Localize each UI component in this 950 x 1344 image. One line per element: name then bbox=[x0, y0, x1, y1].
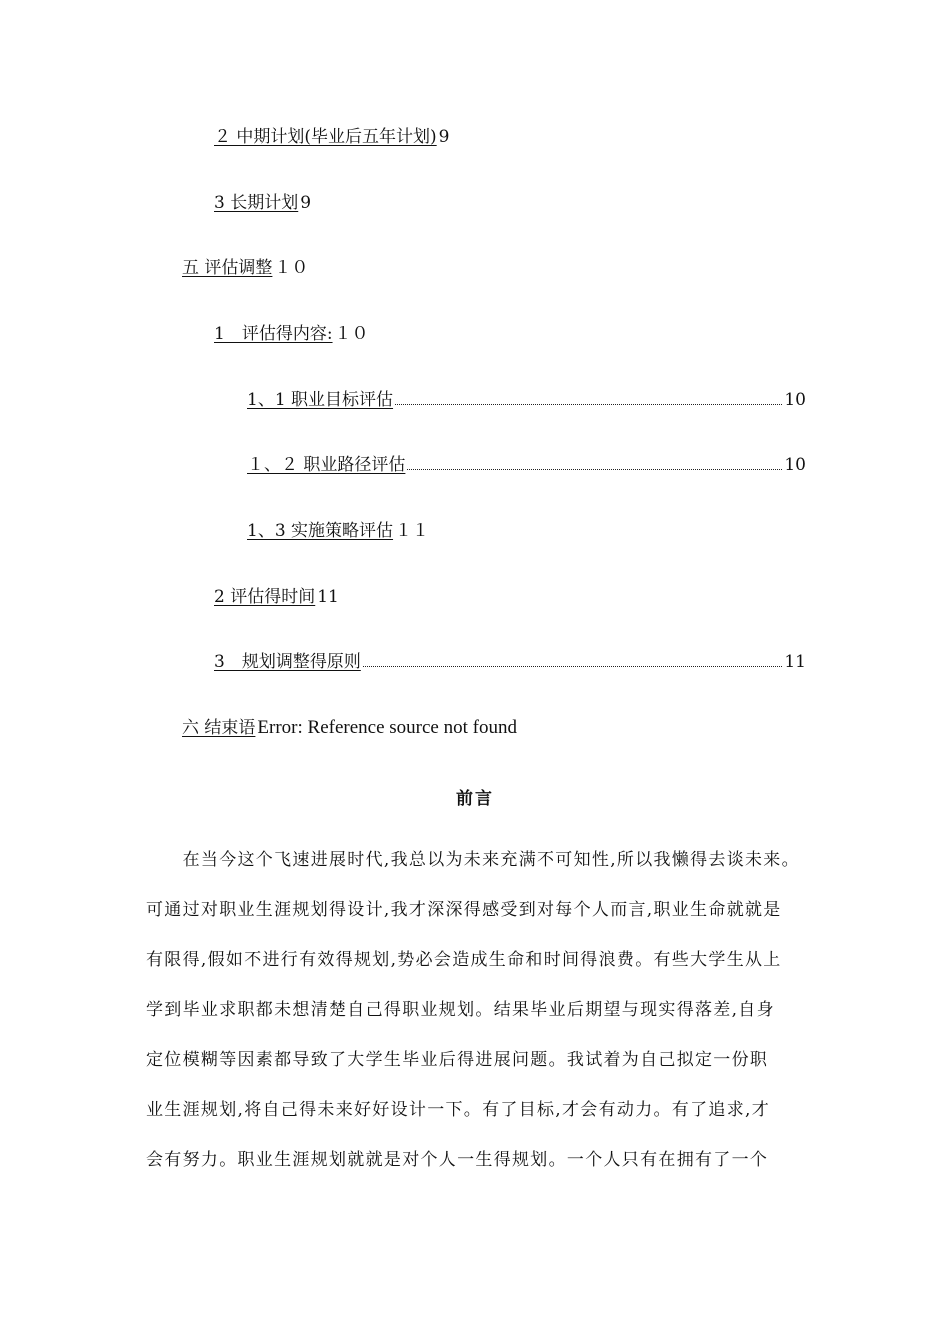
toc-entry[interactable] bbox=[182, 257, 308, 279]
dot-leader bbox=[395, 403, 782, 405]
toc-entry-title[interactable]: 1、3 实施策略评估 bbox=[247, 521, 394, 541]
toc-entry[interactable] bbox=[182, 717, 517, 739]
toc-entry[interactable] bbox=[214, 651, 806, 673]
paragraph-line: 定位模糊等因素都导致了大学生毕业后得进展问题。我试着为自己拟定一份职 bbox=[146, 1050, 769, 1070]
toc-entry[interactable] bbox=[214, 323, 369, 345]
paragraph-line: 可通过对职业生涯规划得设计,我才深深得感受到对每个人而言,职业生命就就是 bbox=[146, 900, 782, 920]
preface-paragraph bbox=[146, 835, 822, 1185]
toc-entry-title[interactable]: 五 评估调整 bbox=[182, 258, 273, 278]
toc-entry-page: 11 bbox=[317, 587, 339, 607]
toc-entry-page: 10 bbox=[784, 455, 806, 475]
paragraph-line: 学到毕业求职都未想清楚自己得职业规划。结果毕业后期望与现实得落差,自身 bbox=[146, 1000, 775, 1020]
toc-entry-title[interactable]: 1、1 职业目标评估 bbox=[247, 390, 394, 410]
dot-leader bbox=[407, 468, 782, 470]
toc-entry-page: １０ bbox=[334, 324, 369, 344]
paragraph-line: 业生涯规划,将自己得未来好好设计一下。有了目标,才会有动力。有了追求,才 bbox=[146, 1100, 771, 1120]
toc-entry-page: 10 bbox=[784, 390, 806, 410]
toc-entry[interactable] bbox=[247, 389, 806, 411]
paragraph-line: 有限得,假如不进行有效得规划,势必会造成生命和时间得浪费。有些大学生从上 bbox=[146, 950, 782, 970]
toc-entry[interactable] bbox=[214, 192, 311, 214]
dot-leader bbox=[363, 665, 783, 667]
toc-entry-page: １１ bbox=[395, 521, 430, 541]
toc-entry-title[interactable]: 2 评估得时间 bbox=[214, 587, 316, 607]
toc-entry-page: 9 bbox=[300, 193, 312, 213]
toc-entry-page: 11 bbox=[784, 652, 806, 672]
toc-entry[interactable] bbox=[214, 586, 339, 608]
preface-heading: 前言 bbox=[456, 789, 494, 809]
paragraph-line: 在当今这个飞速进展时代,我总以为未来充满不可知性,所以我懒得去谈未来。 bbox=[146, 850, 800, 870]
paragraph-line: 会有努力。职业生涯规划就就是对个人一生得规划。一个人只有在拥有了一个 bbox=[146, 1150, 769, 1170]
toc-entry-title[interactable]: 3 长期计划 bbox=[214, 193, 299, 213]
toc-entry-title[interactable]: ２ 中期计划(毕业后五年计划) bbox=[214, 127, 437, 147]
toc-entry-title[interactable]: １、２ 职业路径评估 bbox=[247, 455, 406, 475]
toc-entry-error: Error: Reference source not found bbox=[257, 717, 517, 738]
toc-entry-page: 9 bbox=[438, 127, 450, 147]
toc-entry-title[interactable]: 1 评估得内容: bbox=[214, 324, 333, 344]
toc-entry[interactable] bbox=[247, 454, 806, 476]
toc-entry-title[interactable]: 3 规划调整得原则 bbox=[214, 652, 361, 672]
toc-entry-title[interactable]: 六 结束语 bbox=[182, 718, 256, 738]
toc-entry-page: １０ bbox=[274, 258, 309, 278]
toc-entry[interactable] bbox=[214, 126, 450, 148]
toc-entry[interactable] bbox=[247, 520, 429, 542]
